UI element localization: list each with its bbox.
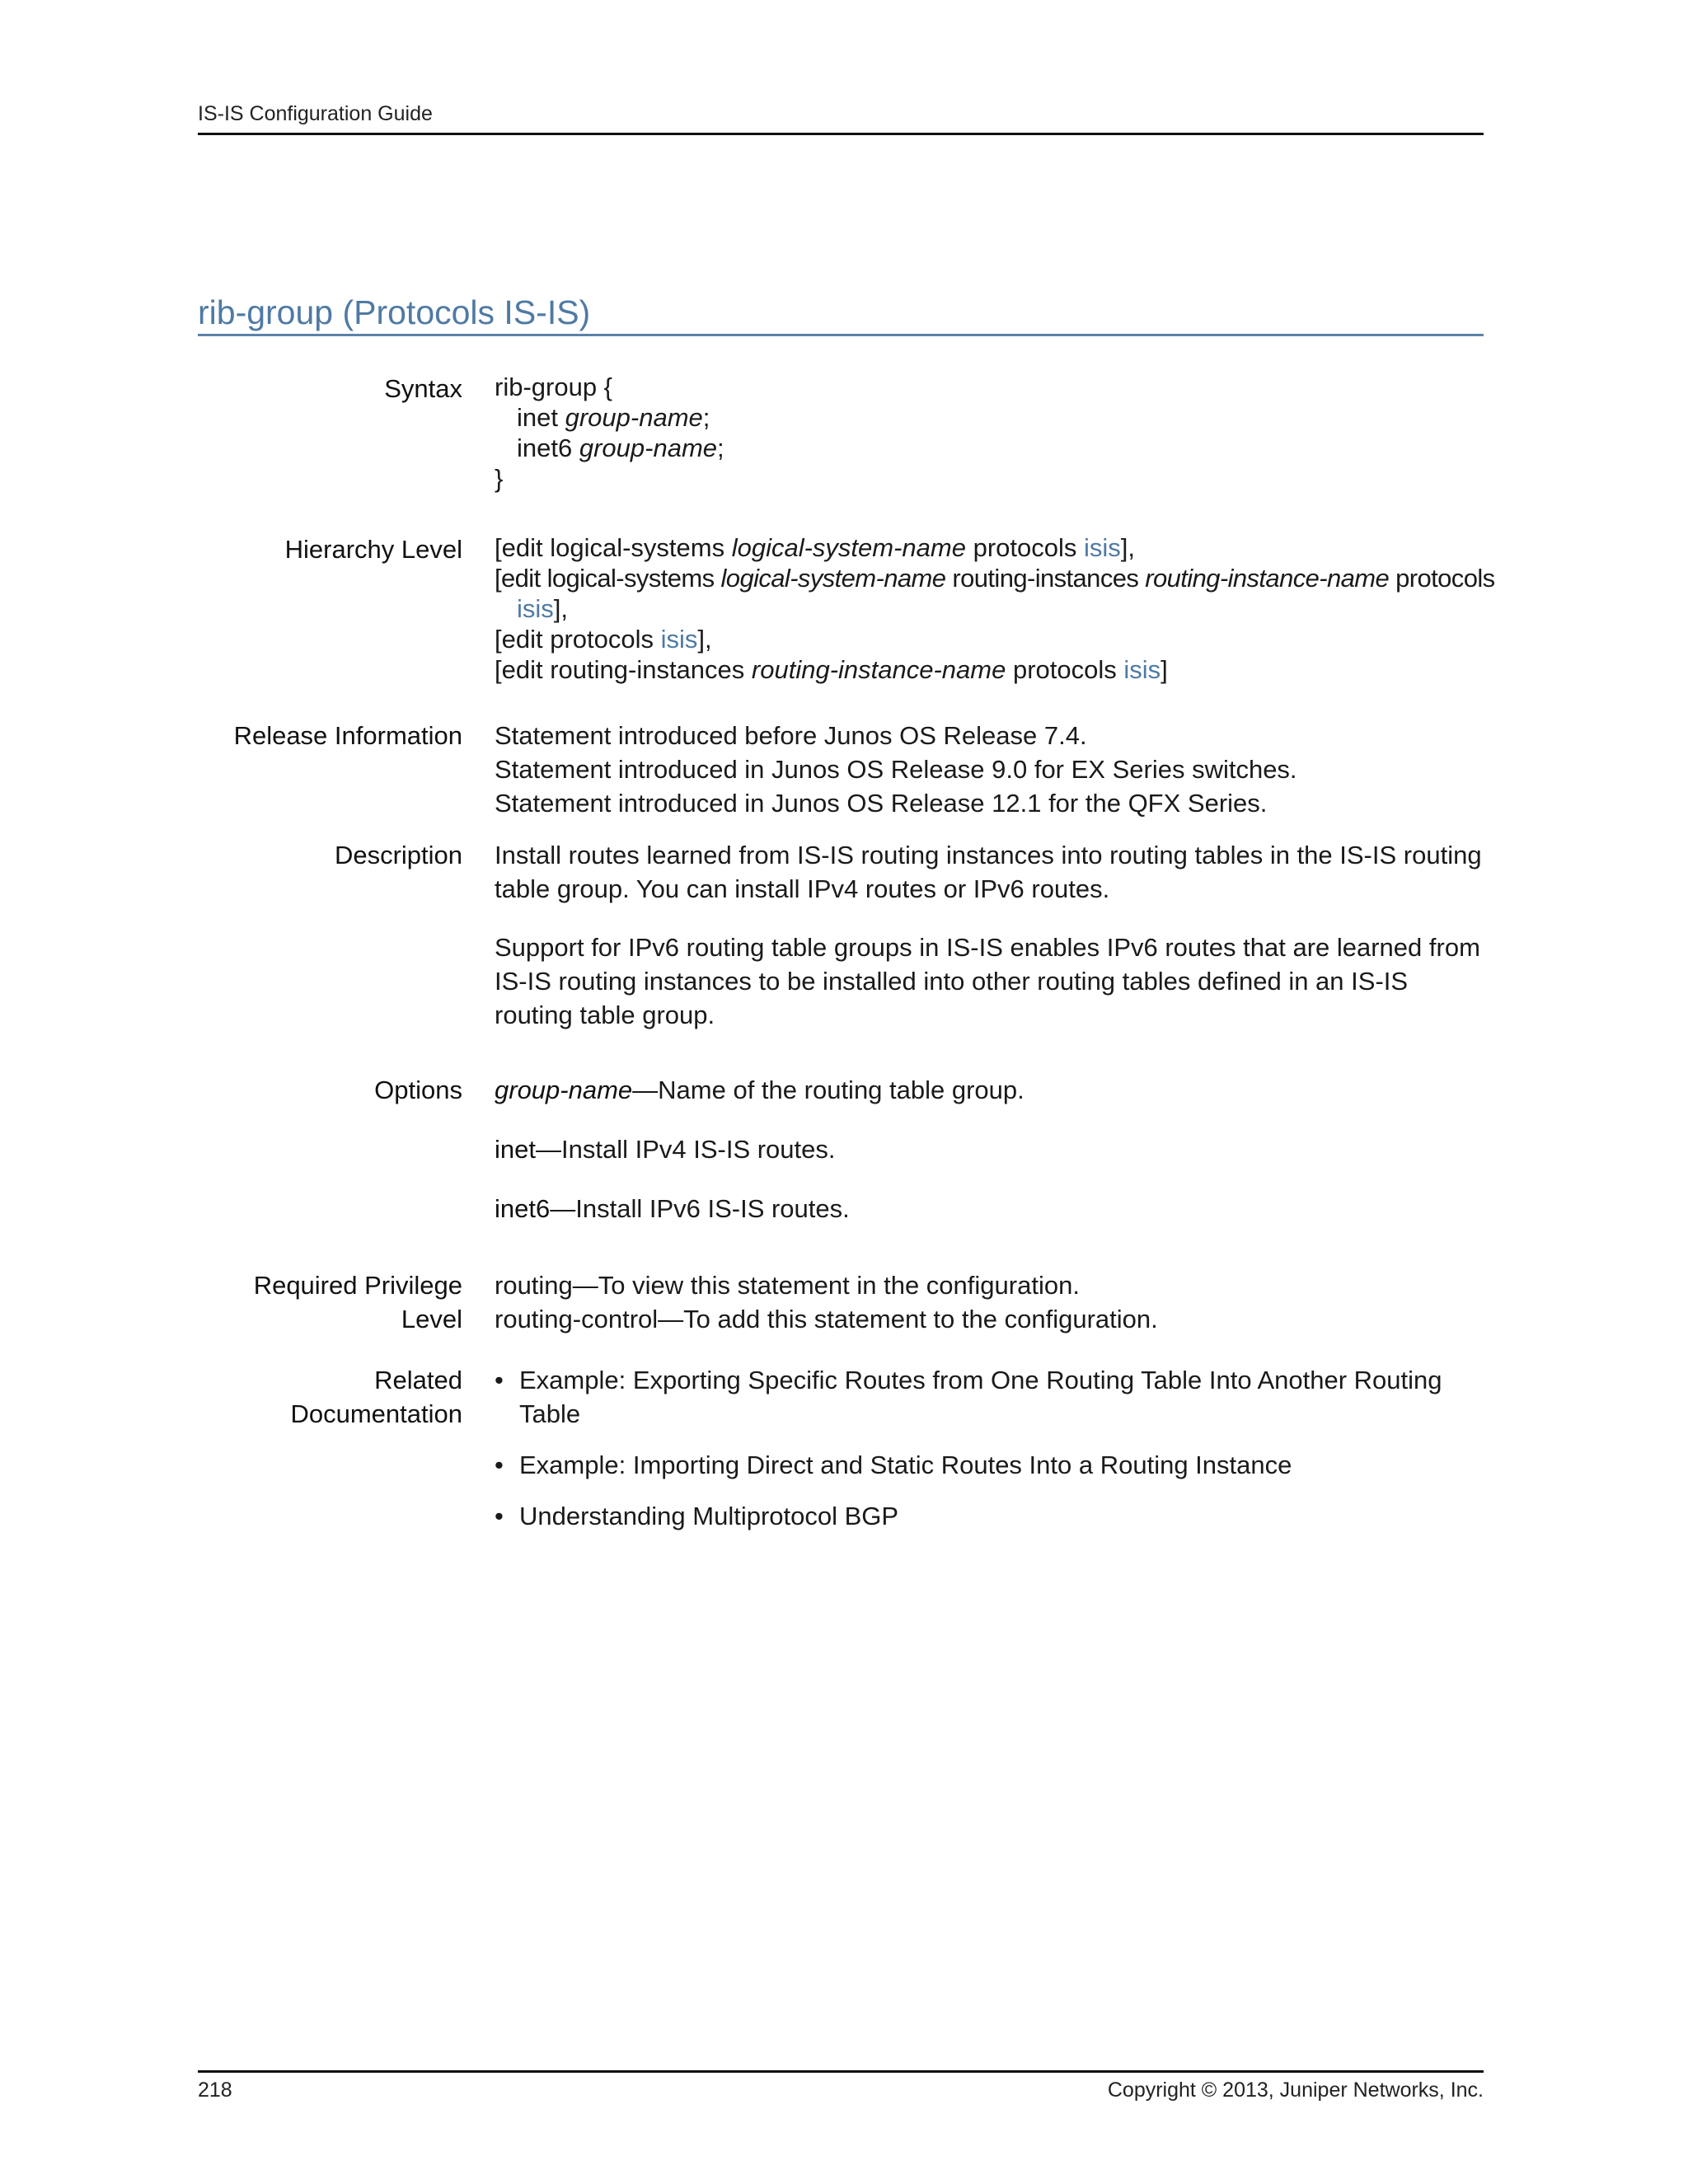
release-label: Release Information xyxy=(233,721,462,750)
syntax-variable: group-name xyxy=(579,434,718,462)
release-line: Statement introduced in Junos OS Release 12.1 for the QFX Series. xyxy=(495,789,1268,818)
bullet: • xyxy=(495,1451,504,1479)
hierarchy-text: [edit logical-systems xyxy=(495,533,732,562)
description-block xyxy=(495,838,1488,1032)
syntax-punct: ; xyxy=(702,403,710,432)
hierarchy-line xyxy=(495,532,1488,563)
page-title: rib-group (Protocols IS-IS) xyxy=(198,293,591,331)
running-header: IS-IS Configuration Guide xyxy=(198,102,433,125)
page-number: 218 xyxy=(198,2079,232,2102)
option-description: —Name of the routing table group. xyxy=(632,1076,1025,1104)
isis-link[interactable]: isis xyxy=(1123,655,1161,684)
syntax-variable: group-name xyxy=(565,403,703,432)
release-line: Statement introduced in Junos OS Release 9.0 for EX Series switches. xyxy=(495,755,1297,784)
hierarchy-line xyxy=(495,563,1495,593)
options-label: Options xyxy=(374,1076,462,1104)
related-link[interactable]: Example: Importing Direct and Static Routes Into a Routing Instance xyxy=(519,1451,1292,1479)
option-item xyxy=(495,1132,1488,1166)
hierarchy-text: ] xyxy=(1160,655,1168,684)
header-divider xyxy=(198,133,1484,135)
option-item xyxy=(495,1192,1488,1226)
title-divider xyxy=(198,334,1484,336)
related-label-line: Documentation xyxy=(290,1399,462,1428)
hierarchy-block xyxy=(495,532,1495,685)
privilege-label-line: Level xyxy=(401,1305,462,1333)
privilege-line: routing—To view this statement in the configuration. xyxy=(495,1271,1080,1300)
related-item[interactable] xyxy=(495,1499,1488,1533)
isis-link[interactable]: isis xyxy=(517,594,554,623)
syntax-keyword: inet xyxy=(517,403,558,432)
footer-divider xyxy=(198,2070,1484,2073)
syntax-line xyxy=(495,433,1488,463)
related-link[interactable]: Example: Exporting Specific Routes from One Routing Table Into Another Routing Table xyxy=(519,1366,1442,1428)
syntax-block xyxy=(495,372,1488,494)
hierarchy-text: protocols xyxy=(1006,655,1124,684)
hierarchy-variable: logical-system-name xyxy=(731,533,966,562)
option-name: group-name xyxy=(495,1076,633,1104)
syntax-line xyxy=(495,402,1488,433)
option-description: —Install IPv6 IS-IS routes. xyxy=(550,1194,850,1223)
isis-link[interactable]: isis xyxy=(660,625,698,654)
hierarchy-variable: routing-instance-name xyxy=(1145,564,1390,593)
related-item[interactable] xyxy=(495,1448,1488,1482)
hierarchy-label: Hierarchy Level xyxy=(284,535,462,564)
hierarchy-line xyxy=(495,654,1488,685)
related-label xyxy=(290,1363,462,1431)
syntax-line: rib-group { xyxy=(495,373,613,401)
options-block xyxy=(495,1073,1488,1251)
release-block xyxy=(495,719,1488,820)
hierarchy-text: protocols xyxy=(965,533,1084,562)
related-label-line: Related xyxy=(374,1366,462,1394)
hierarchy-text: [edit protocols xyxy=(495,625,661,654)
option-name: inet xyxy=(495,1135,536,1164)
hierarchy-text: ], xyxy=(1120,533,1136,562)
syntax-punct: ; xyxy=(717,434,724,462)
hierarchy-text: [edit logical-systems xyxy=(495,564,721,593)
privilege-line: routing-control—To add this statement to the configuration. xyxy=(495,1305,1158,1333)
hierarchy-text: [edit routing-instances xyxy=(495,655,752,684)
related-list xyxy=(495,1363,1488,1533)
privilege-label xyxy=(254,1268,462,1336)
hierarchy-variable: routing-instance-name xyxy=(751,655,1006,684)
privilege-block xyxy=(495,1268,1488,1336)
syntax-line: } xyxy=(495,464,504,493)
copyright-notice: Copyright © 2013, Juniper Networks, Inc. xyxy=(1107,2079,1484,2102)
hierarchy-text: routing-instances xyxy=(945,564,1146,593)
isis-link[interactable]: isis xyxy=(1084,533,1121,562)
description-paragraph: Install routes learned from IS-IS routing instances into routing tables in the IS-IS routing table group. You can install IPv4 routes or IPv6 routes. xyxy=(495,841,1482,903)
description-paragraph: Support for IPv6 routing table groups in IS-IS enables IPv6 routes that are learned from IS-IS routing instances to be installed into other routing tables defined in an IS-IS routing table group. xyxy=(495,933,1480,1029)
hierarchy-text: ], xyxy=(553,594,569,623)
description-label: Description xyxy=(334,841,462,869)
hierarchy-text: ], xyxy=(697,625,712,654)
hierarchy-variable: logical-system-name xyxy=(720,564,946,593)
option-name: inet6 xyxy=(495,1194,551,1223)
hierarchy-line xyxy=(495,624,1488,654)
hierarchy-text: protocols xyxy=(1389,564,1495,593)
bullet: • xyxy=(495,1502,504,1530)
related-link[interactable]: Understanding Multiprotocol BGP xyxy=(519,1502,899,1530)
release-line: Statement introduced before Junos OS Release 7.4. xyxy=(495,721,1087,750)
syntax-label: Syntax xyxy=(384,374,462,403)
privilege-label-line: Required Privilege xyxy=(253,1271,462,1300)
bullet: • xyxy=(495,1366,504,1394)
option-description: —Install IPv4 IS-IS routes. xyxy=(535,1135,836,1164)
related-item[interactable] xyxy=(495,1363,1488,1431)
syntax-keyword: inet6 xyxy=(517,434,573,462)
hierarchy-line xyxy=(495,593,1488,624)
related-block xyxy=(495,1363,1488,1550)
option-item xyxy=(495,1073,1488,1107)
